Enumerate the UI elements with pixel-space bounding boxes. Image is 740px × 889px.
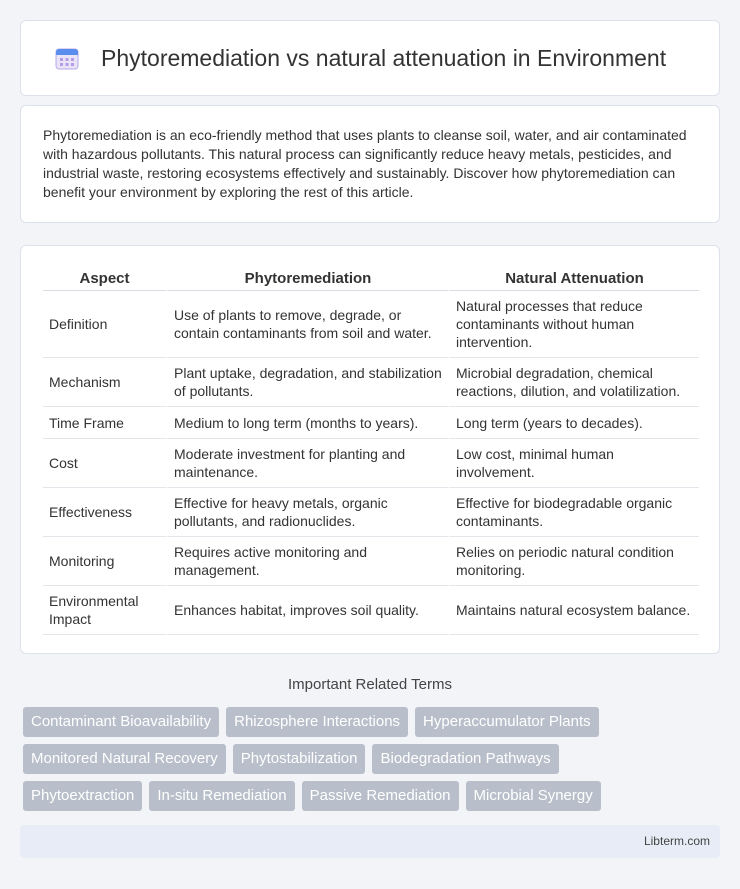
row-natural-attenuation: Natural processes that reduce contaminants without human intervention.	[448, 291, 699, 358]
page-title: Phytoremediation vs natural attenuation in Environment	[101, 44, 667, 71]
row-aspect: Time Frame	[43, 407, 166, 439]
row-aspect: Definition	[43, 291, 166, 358]
related-term-tag[interactable]: Hyperaccumulator Plants	[415, 707, 599, 737]
related-term-tag[interactable]: Biodegradation Pathways	[372, 744, 558, 774]
row-phytoremediation: Use of plants to remove, degrade, or contain contaminants from soil and water.	[166, 291, 448, 358]
related-term-tag[interactable]: Monitored Natural Recovery	[23, 744, 226, 774]
row-natural-attenuation: Microbial degradation, chemical reactions, dilution, and volatilization.	[448, 358, 699, 407]
footer-site-link[interactable]: Libterm.com	[643, 834, 710, 848]
intro-text: Phytoremediation is an eco-friendly method that uses plants to cleanse soil, water, and air contaminated with hazardous pollutants. This natural process can significantly reduce heavy metals, pesticides, and industrial waste, restoring ecosystems effectively and sustainably. Discover how phytoremediation can benefit your environment by exploring the rest of this article.	[43, 127, 687, 200]
related-term-tag[interactable]: Rhizosphere Interactions	[226, 707, 408, 737]
table-row	[43, 291, 699, 358]
row-phytoremediation: Requires active monitoring and management.	[166, 537, 448, 586]
table-row	[43, 586, 699, 635]
header-card	[20, 20, 720, 96]
row-aspect: Monitoring	[43, 537, 166, 586]
row-aspect: Cost	[43, 439, 166, 488]
table-row	[43, 488, 699, 537]
row-phytoremediation: Moderate investment for planting and maintenance.	[166, 439, 448, 488]
footer	[20, 825, 720, 858]
table-row	[43, 358, 699, 407]
calendar-icon	[53, 44, 81, 72]
table-row	[43, 407, 699, 439]
row-natural-attenuation: Long term (years to decades).	[448, 407, 699, 439]
table-row	[43, 439, 699, 488]
header-natural-attenuation: Natural Attenuation	[448, 268, 699, 291]
table-header-row	[43, 268, 699, 291]
row-natural-attenuation: Low cost, minimal human involvement.	[448, 439, 699, 488]
row-aspect: Effectiveness	[43, 488, 166, 537]
row-aspect: Mechanism	[43, 358, 166, 407]
row-natural-attenuation: Maintains natural ecosystem balance.	[448, 586, 699, 635]
related-term-tag[interactable]: In-situ Remediation	[149, 781, 294, 811]
related-term-tag[interactable]: Passive Remediation	[302, 781, 459, 811]
header-phytoremediation: Phytoremediation	[166, 268, 448, 291]
related-terms-list	[23, 707, 723, 818]
tag-row	[23, 744, 723, 774]
related-term-tag[interactable]: Phytostabilization	[233, 744, 366, 774]
intro-card	[20, 105, 720, 223]
row-natural-attenuation: Relies on periodic natural condition monitoring.	[448, 537, 699, 586]
related-term-tag[interactable]: Phytoextraction	[23, 781, 142, 811]
row-phytoremediation: Effective for heavy metals, organic pollutants, and radionuclides.	[166, 488, 448, 537]
row-phytoremediation: Plant uptake, degradation, and stabilization of pollutants.	[166, 358, 448, 407]
related-term-tag[interactable]: Contaminant Bioavailability	[23, 707, 219, 737]
tag-row	[23, 707, 723, 737]
row-phytoremediation: Medium to long term (months to years).	[166, 407, 448, 439]
related-terms-title: Important Related Terms	[288, 676, 452, 693]
related-term-tag[interactable]: Microbial Synergy	[466, 781, 601, 811]
comparison-card	[20, 245, 720, 654]
table-row	[43, 537, 699, 586]
comparison-table	[43, 268, 699, 635]
row-natural-attenuation: Effective for biodegradable organic contaminants.	[448, 488, 699, 537]
row-aspect: Environmental Impact	[43, 586, 166, 635]
tag-row	[23, 781, 723, 811]
header-aspect: Aspect	[43, 268, 166, 291]
row-phytoremediation: Enhances habitat, improves soil quality.	[166, 586, 448, 635]
